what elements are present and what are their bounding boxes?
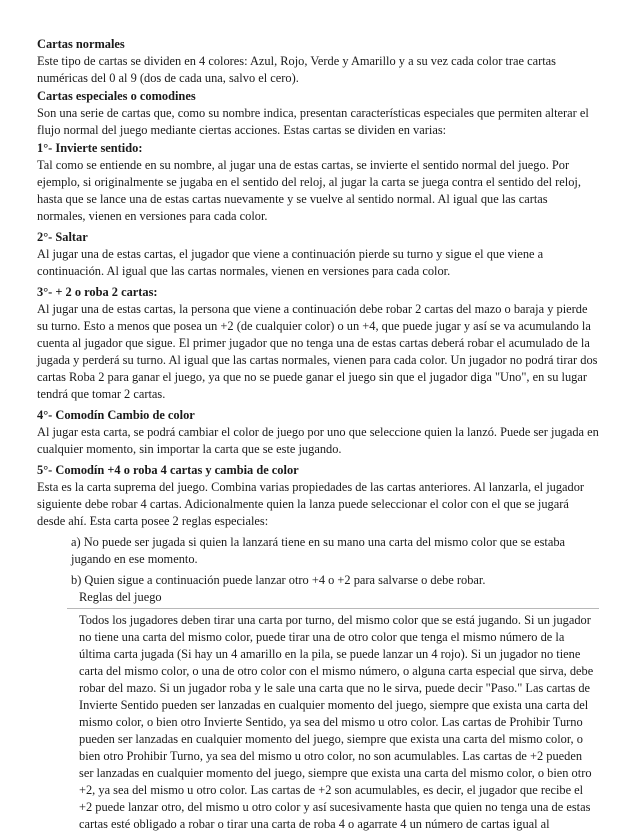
reglas-box (79, 612, 599, 833)
heading-cartas-especiales: Cartas especiales o comodines (37, 89, 196, 103)
heading-invierte-sentido: 1°- Invierte sentido: (37, 141, 143, 155)
reglas-del-juego-title: Reglas del juego (79, 590, 162, 604)
paragraph-cartas-normales: Este tipo de cartas se dividen en 4 colores: Azul, Rojo, Verde y Amarillo y a su vez cada color trae cartas numéricas del 0 al 9 (dos de cada una, salvo el cero). (37, 54, 556, 85)
special-rules-list (71, 534, 599, 589)
paragraph-saltar: Al jugar una de estas cartas, el jugador que viene a continuación pierde su turno y sigue el que viene a continuación. Al igual que las cartas normales, vienen en versiones para cada color. (37, 247, 544, 278)
heading-roba-2: 3°- + 2 o roba 2 cartas: (37, 285, 158, 299)
paragraph-invierte-sentido: Tal como se entiende en su nombre, al jugar una de estas cartas, se invierte el sentido normal del juego. Por ejemplo, si originalmente se jugaba en el sentido del reloj, al jugar la carta se juega contra el sentido del reloj, hasta que se lance una de estas cartas nuevamente y se vuelve al sentido normal. Al igual que las cartas normales, vienen en versiones para cada color. (37, 158, 581, 223)
special-rule-a: a) No puede ser jugada si quien la lanzará tiene en su mano una carta del mismo color que se estaba jugando en ese momento. (71, 535, 566, 566)
special-rule-b: b) Quien sigue a continuación puede lanzar otro +4 o +2 para salvarse o debe robar. (71, 573, 486, 587)
divider (67, 608, 599, 609)
paragraph-cartas-especiales: Son una serie de cartas que, como su nombre indica, presentan características especiales que permiten alterar el flujo normal del juego mediante ciertas acciones. Estas cartas se dividen en varias: (37, 106, 589, 137)
heading-saltar: 2°- Saltar (37, 230, 88, 244)
paragraph-roba-4: Esta es la carta suprema del juego. Combina varias propiedades de las cartas anteriores. Al lanzarla, el jugador siguiente debe robar 4 cartas. Adicionalmente quien la lanza puede seleccionar el color con el que se jugará desde ahí. Esta carta posee 2 reglas especiales: (37, 480, 585, 528)
document-page (37, 36, 599, 833)
paragraph-reglas: Todos los jugadores deben tirar una carta por turno, del mismo color que se está jugando. Si un jugador no tiene una carta del mismo color, puede tirar una de otro color que tenga el mismo número de la última carta jugada (Si hay un 4 amarillo en la pila, se puede lanzar un 4 rojo). Si un jugador no tiene carta del mismo color, o una de otro color con el mismo número, o alguna carta especial que sirva, debe robar del mazo. Si un jugador roba y le sale una carta que no le sirva, puede decir "Paso." Las cartas de Invierte Sentido pueden ser lanzadas en cualquier momento del juego, siempre que exista una carta del mismo color, o bien otro Invierte Sentido, ya sea del mismo u otro color. Las cartas de Prohibir Turno pueden ser lanzadas en cualquier momento del juego, siempre que exista una carta del mismo color, o bien otro Prohibir Turno, ya sea del mismo u otro color, no son acumulables. Las cartas de +2 pueden ser lanzadas en cualquier momento del juego, siempre que exista una carta del mismo color, o bien otro +2, ya sea del mismo u otro color. Las cartas de +2 son acumulables, es decir, el jugador que recibe el +2 puede lanzar otro, del mismo u otro color y así sucesivamente hasta que quien no tenga una de estas cartas esté obligado a robar o tirar una carta de roba 4 o agarrate 4 un número de cartas igual al (79, 613, 594, 831)
heading-cartas-normales: Cartas normales (37, 37, 125, 51)
paragraph-cambio-color: Al jugar esta carta, se podrá cambiar el color de juego por uno que seleccione quien la lanzó. Puede ser jugada en cualquier momento, sin importar la carta que se este jugando. (37, 425, 599, 456)
paragraph-roba-2: Al jugar una de estas cartas, la persona que viene a continuación debe robar 2 cartas del mazo o baraja y pierde su turno. Esto a menos que posea un +2 (de cualquier color) o un +4, que puede jugar y así se va acumulando la cuenta al jugador que sigue. El primer jugador que no tenga una de estas cartas deberá robar el acumulado de la jugada y perderá su turno. Al igual que las cartas normales, vienen para cada color. Un jugador no podrá tirar dos cartas Roba 2 para ganar el juego, ya que no se puede ganar el juego sin que el jugador diga "Uno", en su lugar tendrá que tomar 2 cartas. (37, 302, 598, 401)
heading-roba-4: 5°- Comodín +4 o roba 4 cartas y cambia de color (37, 463, 299, 477)
heading-cambio-color: 4°- Comodín Cambio de color (37, 408, 195, 422)
